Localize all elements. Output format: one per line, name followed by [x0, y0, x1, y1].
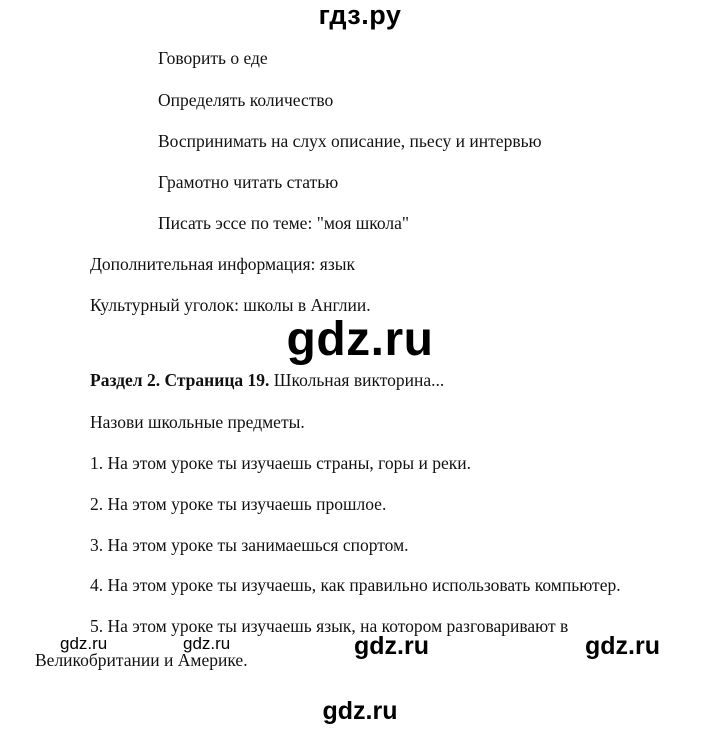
watermark-bottom: gdz.ru [322, 697, 398, 725]
watermark-mid-center: gdz.ru [354, 632, 429, 660]
culture-corner: Культурный уголок: школы в Англии. [90, 295, 371, 315]
watermark-top: гдз.ру [318, 0, 402, 30]
question-item: 3. На этом уроке ты занимаешься спортом. [90, 535, 409, 555]
section-heading-bold: Раздел 2. Страница 19. [90, 370, 270, 390]
watermark-mid-right: gdz.ru [585, 632, 660, 660]
watermark-center: gdz.ru [286, 313, 434, 366]
skill-item: Воспринимать на слух описание, пьесу и интервью [158, 131, 542, 151]
skill-item: Писать эссе по теме: "моя школа" [158, 213, 409, 233]
skill-item: Грамотно читать статью [158, 172, 339, 192]
skill-item: Определять количество [158, 90, 334, 110]
watermark-small-mid: gdz.ru [183, 634, 231, 653]
skill-item: Говорить о еде [158, 48, 268, 68]
extra-info: Дополнительная информация: язык [90, 254, 355, 274]
question-item: 4. На этом уроке ты изучаешь, как правильно использовать компьютер. [90, 575, 621, 595]
question-item: 5. На этом уроке ты изучаешь язык, на котором разговаривают в [90, 616, 569, 636]
question-item: 2. На этом уроке ты изучаешь прошлое. [90, 494, 387, 514]
section-heading-rest: Школьная викторина... [269, 370, 445, 390]
question-continuation: Великобритании и Америке. [35, 650, 248, 670]
section-heading [90, 369, 444, 391]
task-text: Назови школьные предметы. [90, 412, 305, 432]
watermark-small-left: gdz.ru [60, 634, 108, 653]
question-item: 1. На этом уроке ты изучаешь страны, горы и реки. [90, 453, 472, 473]
